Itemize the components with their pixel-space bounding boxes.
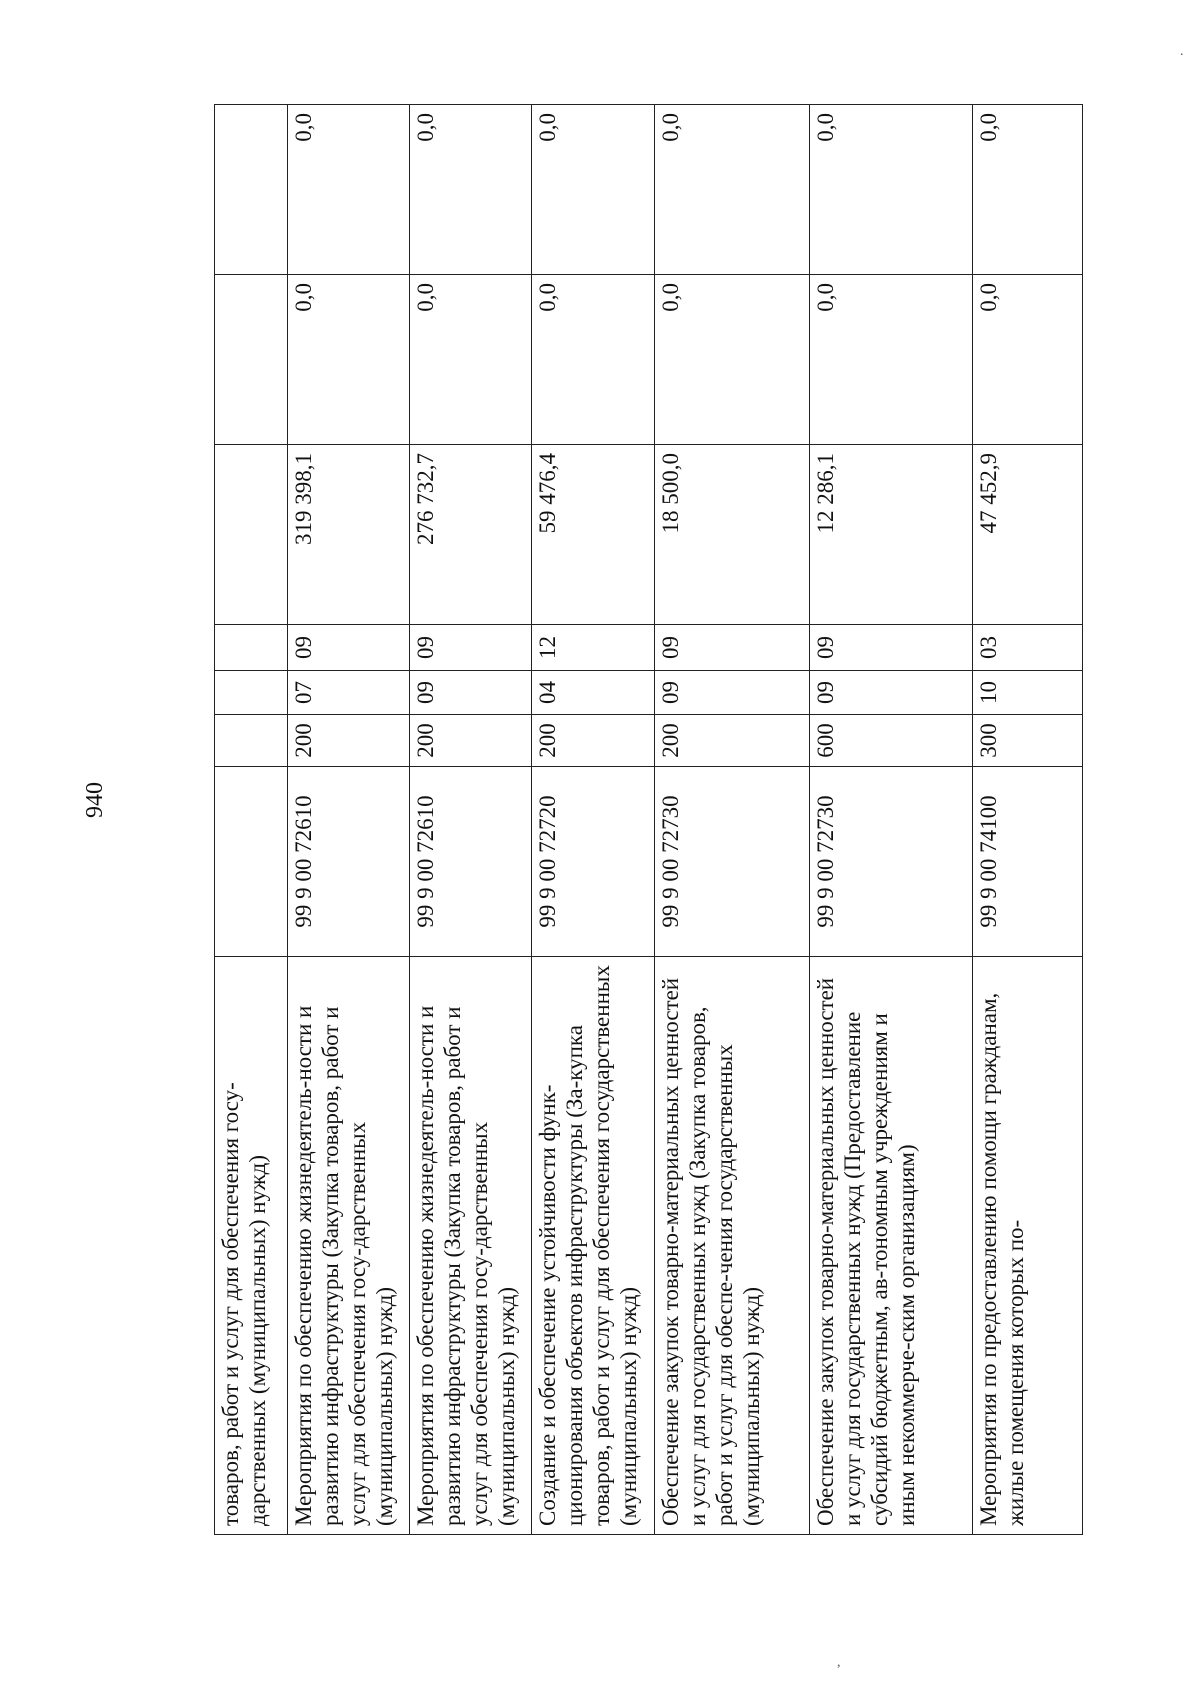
section-cell: 09 bbox=[810, 671, 973, 715]
row-description: Обеспечение закупок товарно-материальных ценностей и услуг для государственных нужд (Предоставление субсидий бюджетным, ав-тономным учреждениям и иным некоммерче-ским организациям) bbox=[810, 957, 973, 1535]
row-description: Мероприятия по обеспечению жизнедеятель-ности и развитию инфраструктуры (Закупка товаров, работ и услуг для обеспечения госу-дарственных (муниципальных) нужд) bbox=[288, 957, 410, 1535]
amount-1-cell: 319 398,1 bbox=[288, 445, 410, 625]
amount-1-cell: 276 732,7 bbox=[410, 445, 532, 625]
subsection-cell: 12 bbox=[532, 625, 655, 671]
amount-1-cell bbox=[215, 445, 288, 625]
amount-2-cell: 0,0 bbox=[532, 275, 655, 445]
amount-2-cell bbox=[215, 275, 288, 445]
amount-3-cell: 0,0 bbox=[655, 105, 810, 275]
subsection-cell bbox=[215, 625, 288, 671]
expense-type-cell: 300 bbox=[973, 715, 1083, 767]
table-row bbox=[288, 105, 410, 1535]
amount-3-cell: 0,0 bbox=[973, 105, 1083, 275]
amount-3-cell: 0,0 bbox=[810, 105, 973, 275]
row-description: Создание и обеспечение устойчивости функ-ционирования объектов инфраструктуры (За-купка товаров, работ и услуг для обеспечения государственных (муниципальных) нужд) bbox=[532, 957, 655, 1535]
budget-table bbox=[214, 104, 1083, 1535]
subsection-cell: 09 bbox=[288, 625, 410, 671]
scan-speck: , bbox=[837, 1655, 841, 1670]
expense-type-cell: 200 bbox=[288, 715, 410, 767]
section-cell: 09 bbox=[655, 671, 810, 715]
amount-1-cell: 47 452,9 bbox=[973, 445, 1083, 625]
section-cell bbox=[215, 671, 288, 715]
row-description: Мероприятия по обеспечению жизнедеятель-ности и развитию инфраструктуры (Закупка товаров, работ и услуг для обеспечения госу-дарственных (муниципальных) нужд) bbox=[410, 957, 532, 1535]
amount-2-cell: 0,0 bbox=[288, 275, 410, 445]
subsection-cell: 09 bbox=[655, 625, 810, 671]
amount-1-cell: 12 286,1 bbox=[810, 445, 973, 625]
subsection-cell: 09 bbox=[810, 625, 973, 671]
amount-2-cell: 0,0 bbox=[410, 275, 532, 445]
table-row bbox=[973, 105, 1083, 1535]
target-code-cell bbox=[215, 767, 288, 957]
amount-3-cell bbox=[215, 105, 288, 275]
target-code-cell: 99 9 00 72730 bbox=[655, 767, 810, 957]
subsection-cell: 09 bbox=[410, 625, 532, 671]
amount-2-cell: 0,0 bbox=[810, 275, 973, 445]
table-row bbox=[655, 105, 810, 1535]
amount-3-cell: 0,0 bbox=[410, 105, 532, 275]
rotated-page-content bbox=[214, 105, 1082, 1535]
amount-1-cell: 59 476,4 bbox=[532, 445, 655, 625]
amount-2-cell: 0,0 bbox=[973, 275, 1083, 445]
table-row bbox=[215, 105, 288, 1535]
page-number: 940 bbox=[82, 782, 108, 818]
subsection-cell: 03 bbox=[973, 625, 1083, 671]
expense-type-cell: 200 bbox=[532, 715, 655, 767]
target-code-cell: 99 9 00 72610 bbox=[410, 767, 532, 957]
expense-type-cell: 200 bbox=[410, 715, 532, 767]
section-cell: 09 bbox=[410, 671, 532, 715]
target-code-cell: 99 9 00 72610 bbox=[288, 767, 410, 957]
section-cell: 10 bbox=[973, 671, 1083, 715]
amount-3-cell: 0,0 bbox=[288, 105, 410, 275]
amount-3-cell: 0,0 bbox=[532, 105, 655, 275]
section-cell: 07 bbox=[288, 671, 410, 715]
table-row bbox=[810, 105, 973, 1535]
table-row bbox=[532, 105, 655, 1535]
section-cell: 04 bbox=[532, 671, 655, 715]
target-code-cell: 99 9 00 74100 bbox=[973, 767, 1083, 957]
target-code-cell: 99 9 00 72720 bbox=[532, 767, 655, 957]
expense-type-cell bbox=[215, 715, 288, 767]
expense-type-cell: 600 bbox=[810, 715, 973, 767]
row-description: Обеспечение закупок товарно-материальных ценностей и услуг для государственных нужд (Закупка товаров, работ и услуг для обеспе-чения государственных (муниципальных) нужд) bbox=[655, 957, 810, 1535]
expense-type-cell: 200 bbox=[655, 715, 810, 767]
table-row bbox=[410, 105, 532, 1535]
target-code-cell: 99 9 00 72730 bbox=[810, 767, 973, 957]
amount-2-cell: 0,0 bbox=[655, 275, 810, 445]
scan-speck: . bbox=[1180, 44, 1184, 59]
row-description: Мероприятия по предоставлению помощи гражданам, жилые помещения которых по- bbox=[973, 957, 1083, 1535]
row-description: товаров, работ и услуг для обеспечения госу-дарственных (муниципальных) нужд) bbox=[215, 957, 288, 1535]
amount-1-cell: 18 500,0 bbox=[655, 445, 810, 625]
